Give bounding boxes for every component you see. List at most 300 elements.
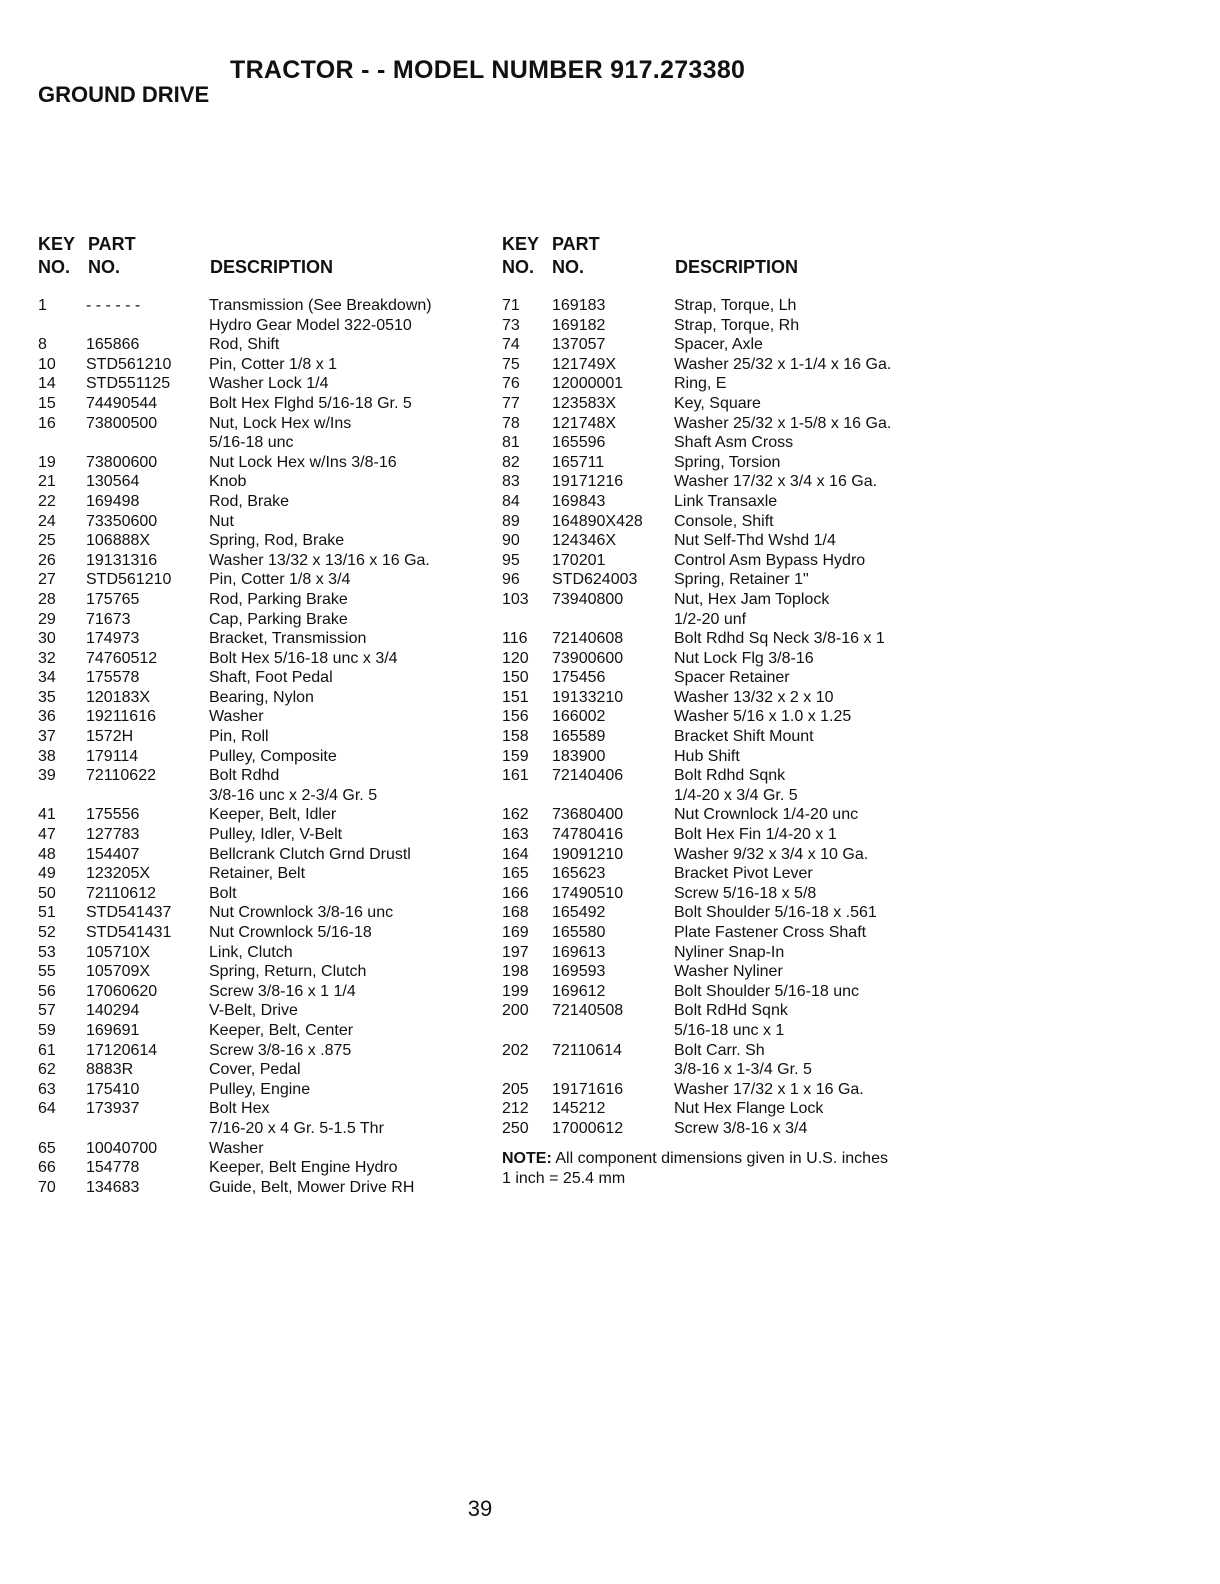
description-header: DESCRIPTION xyxy=(675,257,799,277)
part-description: Nyliner Snap-In xyxy=(674,943,785,961)
table-row xyxy=(502,355,942,375)
part-number: 165596 xyxy=(552,434,606,452)
table-row xyxy=(502,845,942,865)
key-number: 76 xyxy=(502,375,520,393)
part-number: 169182 xyxy=(552,316,606,334)
table-row xyxy=(38,688,478,708)
table-header xyxy=(502,234,942,296)
key-header-line1: KEY xyxy=(38,234,76,254)
key-number: 205 xyxy=(502,1080,529,1098)
part-description: 5/16-18 unc xyxy=(209,434,294,452)
table-row xyxy=(38,472,478,492)
part-description: Washer 25/32 x 1-5/8 x 16 Ga. xyxy=(674,414,892,432)
part-description: Pin, Cotter 1/8 x 1 xyxy=(209,355,338,373)
key-number: 165 xyxy=(502,865,529,883)
part-number: 73900600 xyxy=(552,649,624,667)
key-number: 8 xyxy=(38,336,47,354)
part-description: Bolt Shoulder 5/16-18 x .561 xyxy=(674,904,877,922)
note-conversion: 1 inch = 25.4 mm xyxy=(502,1169,626,1187)
part-number: 175456 xyxy=(552,669,606,687)
table-row xyxy=(38,512,478,532)
part-number: 17120614 xyxy=(86,1041,158,1059)
table-row xyxy=(38,414,478,453)
part-header-line2: NO. xyxy=(552,257,585,277)
key-number: 61 xyxy=(38,1041,56,1059)
part-description: Nut Lock Hex w/Ins 3/8-16 xyxy=(209,453,397,471)
part-number: 19131316 xyxy=(86,551,158,569)
key-number: 120 xyxy=(502,649,529,667)
part-description: Spacer, Axle xyxy=(674,336,763,354)
part-number: 121749X xyxy=(552,355,617,373)
table-row xyxy=(38,1041,478,1061)
part-description: Spacer Retainer xyxy=(674,669,790,687)
table-row xyxy=(38,884,478,904)
part-description: Nut, Hex Jam Toplock xyxy=(674,590,830,608)
key-number: 166 xyxy=(502,884,529,902)
part-number: 71673 xyxy=(86,610,131,628)
table-row xyxy=(38,394,478,414)
part-number: 19171616 xyxy=(552,1080,624,1098)
part-number: 170201 xyxy=(552,551,606,569)
table-row xyxy=(38,825,478,845)
key-number: 28 xyxy=(38,590,56,608)
key-number: 38 xyxy=(38,747,56,765)
part-description: Washer xyxy=(209,1139,264,1157)
key-number: 163 xyxy=(502,826,529,844)
key-number: 62 xyxy=(38,1061,56,1079)
table-row xyxy=(502,825,942,845)
table-row xyxy=(502,1080,942,1100)
table-row xyxy=(502,688,942,708)
key-number: 29 xyxy=(38,610,56,628)
part-number: 106888X xyxy=(86,532,151,550)
part-description: Bolt Hex Fin 1/4-20 x 1 xyxy=(674,826,837,844)
part-description: Screw 3/8-16 x .875 xyxy=(209,1041,352,1059)
part-description: Rod, Shift xyxy=(209,336,280,354)
table-row xyxy=(38,590,478,610)
part-number: STD541437 xyxy=(86,904,172,922)
key-number: 156 xyxy=(502,708,529,726)
part-description: Strap, Torque, Rh xyxy=(674,316,800,334)
part-description: 1/2-20 unf xyxy=(674,610,747,628)
table-row xyxy=(38,727,478,747)
part-number: STD551125 xyxy=(86,375,171,393)
part-number: 74760512 xyxy=(86,649,158,667)
part-description: Shaft, Foot Pedal xyxy=(209,669,333,687)
part-description: Keeper, Belt, Center xyxy=(209,1021,354,1039)
part-description: Washer xyxy=(209,708,264,726)
part-description: Bolt Hex Flghd 5/16-18 Gr. 5 xyxy=(209,394,412,412)
table-row xyxy=(38,903,478,923)
part-number: 12000001 xyxy=(552,375,624,393)
key-number: 77 xyxy=(502,394,520,412)
key-number: 55 xyxy=(38,963,56,981)
part-description: Shaft Asm Cross xyxy=(674,434,794,452)
key-number: 26 xyxy=(38,551,56,569)
table-row xyxy=(38,668,478,688)
table-row xyxy=(502,982,942,1002)
key-number: 81 xyxy=(502,434,520,452)
part-number: 169843 xyxy=(552,492,606,510)
table-row xyxy=(38,1099,478,1138)
part-number: 73350600 xyxy=(86,512,158,530)
key-number: 164 xyxy=(502,845,529,863)
part-number: 17490510 xyxy=(552,884,624,902)
part-number: 73800600 xyxy=(86,453,158,471)
key-number: 32 xyxy=(38,649,56,667)
key-number: 212 xyxy=(502,1100,529,1118)
table-row xyxy=(38,453,478,473)
dimension-note xyxy=(502,1149,942,1189)
part-description: Keeper, Belt, Idler xyxy=(209,806,337,824)
table-row xyxy=(38,943,478,963)
part-number: 165711 xyxy=(552,453,605,471)
parts-list xyxy=(502,296,942,1139)
table-row xyxy=(502,668,942,688)
table-row xyxy=(502,1041,942,1080)
part-description: Bearing, Nylon xyxy=(209,688,314,706)
part-number: 8883R xyxy=(86,1061,134,1079)
part-number: 72110614 xyxy=(552,1041,622,1059)
key-number: 34 xyxy=(38,669,56,687)
part-description: Nut Crownlock 1/4-20 unc xyxy=(674,806,859,824)
part-number: 121748X xyxy=(552,414,617,432)
part-description: Link, Clutch xyxy=(209,943,293,961)
table-row xyxy=(502,531,942,551)
table-row xyxy=(38,492,478,512)
part-description: Bolt Carr. Sh xyxy=(674,1041,765,1059)
part-description: Spring, Rod, Brake xyxy=(209,532,345,550)
table-row xyxy=(502,512,942,532)
key-number: 56 xyxy=(38,982,56,1000)
key-number: 103 xyxy=(502,590,529,608)
key-number: 65 xyxy=(38,1139,56,1157)
part-number: 179114 xyxy=(86,747,139,765)
table-row xyxy=(38,649,478,669)
table-row xyxy=(502,707,942,727)
key-number: 83 xyxy=(502,473,520,491)
part-number: 123205X xyxy=(86,865,151,883)
part-number: STD541431 xyxy=(86,924,172,941)
part-description: 3/8-16 x 1-3/4 Gr. 5 xyxy=(674,1061,812,1079)
part-number: 154407 xyxy=(86,845,140,863)
part-description: Transmission (See Breakdown) xyxy=(209,297,432,314)
part-number: 19171216 xyxy=(552,473,624,491)
table-row xyxy=(502,649,942,669)
table-row xyxy=(38,962,478,982)
part-description: Bracket Pivot Lever xyxy=(674,865,813,883)
table-row xyxy=(502,374,942,394)
table-row xyxy=(502,727,942,747)
part-header-line1: PART xyxy=(88,234,136,254)
table-row xyxy=(502,766,942,805)
table-row xyxy=(38,1001,478,1021)
key-number: 30 xyxy=(38,630,56,648)
part-description: Bracket Shift Mount xyxy=(674,728,814,746)
key-number: 159 xyxy=(502,747,529,765)
key-number: 200 xyxy=(502,1002,529,1020)
table-row xyxy=(38,805,478,825)
table-row xyxy=(38,1178,478,1198)
table-row xyxy=(38,335,478,355)
key-number: 75 xyxy=(502,355,520,373)
table-row xyxy=(502,414,942,434)
part-number: 105710X xyxy=(86,943,151,961)
part-description: Guide, Belt, Mower Drive RH xyxy=(209,1178,415,1196)
table-row xyxy=(502,472,942,492)
part-number: 105709X xyxy=(86,963,151,981)
part-description: Bolt Rdhd Sqnk xyxy=(674,767,786,785)
table-row xyxy=(38,570,478,590)
part-description: Hub Shift xyxy=(674,747,740,765)
key-number: 49 xyxy=(38,865,56,883)
part-description: 1/4-20 x 3/4 Gr. 5 xyxy=(674,786,798,804)
part-number: 130564 xyxy=(86,473,140,491)
part-number: 175578 xyxy=(86,669,140,687)
key-number: 1 xyxy=(38,297,47,314)
table-row xyxy=(38,923,478,943)
key-number: 24 xyxy=(38,512,56,530)
table-header xyxy=(38,234,478,296)
parts-list xyxy=(38,296,478,1197)
part-number: 145212 xyxy=(552,1100,606,1118)
part-number: 169498 xyxy=(86,492,140,510)
part-number: 19091210 xyxy=(552,845,624,863)
part-header-line1: PART xyxy=(552,234,600,254)
part-description: Nut xyxy=(209,512,234,530)
table-row xyxy=(502,335,942,355)
part-description: Control Asm Bypass Hydro xyxy=(674,551,866,569)
part-description: Screw 3/8-16 x 3/4 xyxy=(674,1119,808,1137)
part-number: 19133210 xyxy=(552,688,624,706)
part-description: V-Belt, Drive xyxy=(209,1002,298,1020)
part-number: STD561210 xyxy=(86,571,172,589)
part-description: Washer 17/32 x 1 x 16 Ga. xyxy=(674,1080,864,1098)
key-number: 66 xyxy=(38,1159,56,1177)
part-description: Bolt xyxy=(209,884,237,902)
part-description: Knob xyxy=(209,473,247,491)
table-row xyxy=(502,884,942,904)
table-row xyxy=(502,943,942,963)
table-row xyxy=(38,845,478,865)
part-number: 175556 xyxy=(86,806,140,824)
part-description: Pulley, Engine xyxy=(209,1080,311,1098)
parts-table-left xyxy=(38,234,478,1197)
part-description: Hydro Gear Model 322-0510 xyxy=(209,316,412,334)
part-number: 72140508 xyxy=(552,1002,624,1020)
part-description: Pulley, Composite xyxy=(209,747,337,765)
table-row xyxy=(38,1080,478,1100)
key-number: 150 xyxy=(502,669,529,687)
table-row xyxy=(38,551,478,571)
key-number: 78 xyxy=(502,414,520,432)
table-row xyxy=(502,903,942,923)
table-row xyxy=(502,923,942,943)
page-number: 39 xyxy=(467,1496,493,1521)
key-number: 59 xyxy=(38,1021,56,1039)
part-number: 74780416 xyxy=(552,826,624,844)
part-description: Ring, E xyxy=(674,375,727,393)
part-description: Nut Hex Flange Lock xyxy=(674,1100,824,1118)
table-row xyxy=(502,1001,942,1040)
part-number: 127783 xyxy=(86,826,140,844)
part-description: 3/8-16 unc x 2-3/4 Gr. 5 xyxy=(209,786,378,804)
table-row xyxy=(502,1119,942,1139)
part-description: Spring, Retainer 1" xyxy=(674,571,809,589)
part-number: STD561210 xyxy=(86,355,172,373)
part-number: 169612 xyxy=(552,982,606,1000)
part-header-line2: NO. xyxy=(88,257,121,277)
part-description: Bolt RdHd Sqnk xyxy=(674,1002,788,1020)
key-number: 10 xyxy=(38,355,56,373)
table-row xyxy=(502,551,942,571)
part-description: Strap, Torque, Lh xyxy=(674,297,797,314)
table-row xyxy=(38,296,478,335)
table-row xyxy=(38,374,478,394)
part-number: 165589 xyxy=(552,728,606,746)
table-row xyxy=(38,1060,478,1080)
key-number: 50 xyxy=(38,884,56,902)
note-text: All component dimensions given in U.S. inches xyxy=(551,1149,888,1167)
part-number: 169691 xyxy=(86,1021,140,1039)
table-row xyxy=(38,864,478,884)
part-number: 72140406 xyxy=(552,767,624,785)
key-number: 35 xyxy=(38,688,56,706)
part-description: Nut Self-Thd Wshd 1/4 xyxy=(674,532,836,550)
key-number: 48 xyxy=(38,845,56,863)
part-description: Spring, Torsion xyxy=(674,453,781,471)
part-number: 173937 xyxy=(86,1100,140,1118)
key-number: 168 xyxy=(502,904,529,922)
part-description: Washer Lock 1/4 xyxy=(209,375,329,393)
table-row xyxy=(38,1158,478,1178)
part-number: 169183 xyxy=(552,297,606,314)
key-number: 37 xyxy=(38,728,56,746)
section-title: GROUND DRIVE xyxy=(38,82,210,107)
table-row xyxy=(502,492,942,512)
part-number: 165866 xyxy=(86,336,140,354)
part-description: Console, Shift xyxy=(674,512,774,530)
part-description: Bellcrank Clutch Grnd Drustl xyxy=(209,845,411,863)
table-row xyxy=(502,629,942,649)
key-number: 95 xyxy=(502,551,520,569)
key-number: 162 xyxy=(502,806,529,824)
key-number: 52 xyxy=(38,924,56,941)
key-number: 39 xyxy=(38,767,56,785)
key-number: 71 xyxy=(502,297,520,314)
part-number: 165492 xyxy=(552,904,606,922)
part-description: Bracket, Transmission xyxy=(209,630,367,648)
part-number: 175410 xyxy=(86,1080,140,1098)
part-number: 174973 xyxy=(86,630,140,648)
part-number: 137057 xyxy=(552,336,606,354)
key-number: 16 xyxy=(38,414,56,432)
table-row xyxy=(38,707,478,727)
table-row xyxy=(502,570,942,590)
key-number: 47 xyxy=(38,826,56,844)
part-number: 183900 xyxy=(552,747,606,765)
part-description: Rod, Parking Brake xyxy=(209,590,348,608)
table-row xyxy=(502,747,942,767)
key-number: 82 xyxy=(502,453,520,471)
key-number: 25 xyxy=(38,532,56,550)
part-description: Cover, Pedal xyxy=(209,1061,301,1079)
table-row xyxy=(38,629,478,649)
part-description: Screw 3/8-16 x 1 1/4 xyxy=(209,982,356,1000)
key-number: 70 xyxy=(38,1178,56,1196)
part-number: 166002 xyxy=(552,708,606,726)
part-number: 165580 xyxy=(552,924,606,941)
page-title: TRACTOR - - MODEL NUMBER 917.273380 xyxy=(230,56,746,84)
part-description: Bolt Shoulder 5/16-18 unc xyxy=(674,982,860,1000)
part-description: Spring, Return, Clutch xyxy=(209,963,367,981)
part-description: Bolt Hex 5/16-18 unc x 3/4 xyxy=(209,649,398,667)
part-number: 124346X xyxy=(552,532,617,550)
part-description: Bolt Rdhd Sq Neck 3/8-16 x 1 xyxy=(674,630,885,648)
part-description: Retainer, Belt xyxy=(209,865,306,883)
table-row xyxy=(502,1099,942,1119)
key-header-line2: NO. xyxy=(502,257,535,277)
description-header: DESCRIPTION xyxy=(210,257,334,277)
parts-table-right xyxy=(502,234,942,1189)
key-header-line1: KEY xyxy=(502,234,540,254)
key-number: 57 xyxy=(38,1002,56,1020)
part-number: 19211616 xyxy=(86,708,156,726)
table-row xyxy=(502,864,942,884)
part-number: 123583X xyxy=(552,394,617,412)
key-number: 169 xyxy=(502,924,529,941)
part-description: 5/16-18 unc x 1 xyxy=(674,1021,785,1039)
part-number: 175765 xyxy=(86,590,140,608)
part-description: Nut, Lock Hex w/Ins xyxy=(209,414,352,432)
key-number: 90 xyxy=(502,532,520,550)
part-number: 120183X xyxy=(86,688,151,706)
part-description: Plate Fastener Cross Shaft xyxy=(674,924,867,941)
key-number: 73 xyxy=(502,316,520,334)
part-description: Pin, Cotter 1/8 x 3/4 xyxy=(209,571,351,589)
part-number: 72110622 xyxy=(86,767,156,785)
table-row xyxy=(38,1139,478,1159)
key-number: 19 xyxy=(38,453,56,471)
part-description: Washer 13/32 x 2 x 10 xyxy=(674,688,834,706)
part-description: Bolt Hex xyxy=(209,1100,270,1118)
part-description: Pulley, Idler, V-Belt xyxy=(209,826,343,844)
key-number: 63 xyxy=(38,1080,56,1098)
part-number: 17060620 xyxy=(86,982,158,1000)
key-number: 15 xyxy=(38,394,56,412)
part-number: 17000612 xyxy=(552,1119,624,1137)
key-number: 199 xyxy=(502,982,529,1000)
key-number: 27 xyxy=(38,571,56,589)
part-description: Cap, Parking Brake xyxy=(209,610,348,628)
part-description: Washer Nyliner xyxy=(674,963,783,981)
key-number: 151 xyxy=(502,688,529,706)
part-description: Nut Crownlock 5/16-18 xyxy=(209,924,372,941)
table-row xyxy=(38,766,478,805)
table-row xyxy=(502,453,942,473)
part-number: - - - - - - xyxy=(86,297,141,314)
key-number: 51 xyxy=(38,904,56,922)
key-number: 161 xyxy=(502,767,529,785)
table-row xyxy=(38,610,478,630)
part-number: 134683 xyxy=(86,1178,140,1196)
key-number: 96 xyxy=(502,571,520,589)
part-number: 165623 xyxy=(552,865,606,883)
key-number: 64 xyxy=(38,1100,56,1118)
part-description: Nut Lock Flg 3/8-16 xyxy=(674,649,814,667)
part-number: 169613 xyxy=(552,943,606,961)
table-row xyxy=(502,316,942,336)
